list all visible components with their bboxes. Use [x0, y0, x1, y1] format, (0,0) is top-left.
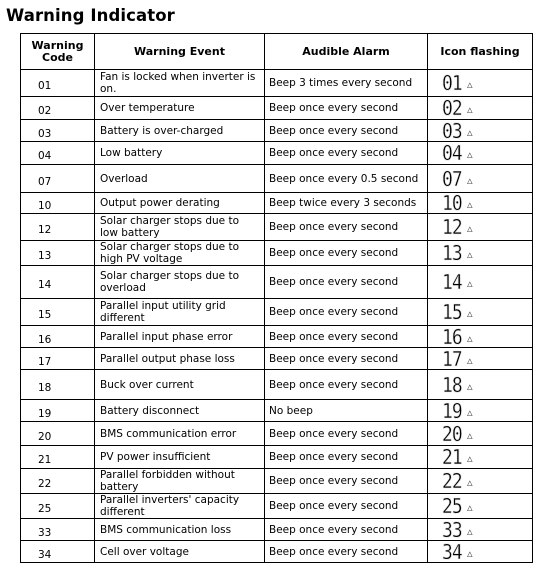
lcd-warning-code: 18: [442, 372, 462, 397]
warning-event: PV power insufficient: [95, 446, 265, 469]
icon-flashing-cell: [428, 446, 533, 469]
table-row: [21, 326, 533, 348]
warning-event: Over temperature: [95, 97, 265, 120]
warning-event: Parallel output phase loss: [95, 348, 265, 370]
icon-flashing-cell: [428, 519, 533, 541]
lcd-warning-code: 14: [442, 270, 462, 294]
audible-alarm: No beep: [265, 400, 428, 422]
icon-flashing-cell: [428, 120, 533, 142]
audible-alarm: Beep once every 0.5 second: [265, 165, 428, 193]
icon-flashing-cell: [428, 97, 533, 120]
lcd-warning-code: 03: [442, 118, 462, 143]
icon-flashing-cell: [428, 422, 533, 446]
lcd-warning-code: 13: [442, 241, 462, 265]
table-row: [21, 541, 533, 563]
lcd-warning-code: 17: [442, 346, 462, 371]
lcd-warning-code: 10: [442, 191, 462, 215]
warning-triangle-icon: △: [467, 408, 473, 417]
warning-triangle-icon: △: [467, 151, 473, 159]
warning-code: 17: [21, 348, 95, 370]
icon-flashing-cell: [428, 469, 533, 494]
icon-flashing-cell: [428, 299, 533, 326]
warning-code: 22: [21, 469, 95, 494]
icon-flashing-cell: [428, 400, 533, 422]
warning-triangle-icon: △: [467, 176, 473, 185]
audible-alarm: Beep once every second: [265, 241, 428, 266]
audible-alarm: Beep once every second: [265, 422, 428, 446]
lcd-warning-code: 01: [442, 71, 462, 95]
warning-code: 13: [21, 241, 95, 266]
icon-flashing-cell: [428, 241, 533, 266]
audible-alarm: Beep once every second: [265, 326, 428, 348]
warning-triangle-icon: △: [467, 251, 473, 259]
warning-code: 10: [21, 193, 95, 214]
icon-flashing-cell: [428, 266, 533, 299]
lcd-warning-code: 22: [442, 469, 462, 493]
audible-alarm: Beep once every second: [265, 446, 428, 469]
audible-alarm: Beep once every second: [265, 266, 428, 299]
audible-alarm: Beep once every second: [265, 541, 428, 563]
warning-event: Parallel inverters' capacity different: [95, 494, 265, 519]
lcd-warning-code: 20: [442, 421, 462, 446]
warning-code: 01: [21, 70, 95, 97]
warning-event: BMS communication loss: [95, 519, 265, 541]
warning-event: Fan is locked when inverter is on.: [95, 70, 265, 97]
audible-alarm: Beep once every second: [265, 97, 428, 120]
warning-triangle-icon: △: [467, 128, 473, 137]
warning-code: 02: [21, 97, 95, 120]
header-warning-code: Warning Code: [21, 34, 95, 70]
table-row: [21, 446, 533, 469]
warning-triangle-icon: △: [467, 334, 473, 343]
warning-code: 34: [21, 541, 95, 563]
warning-triangle-icon: △: [467, 455, 473, 463]
table-row: [21, 241, 533, 266]
audible-alarm: Beep once every second: [265, 519, 428, 541]
header-audible-alarm: Audible Alarm: [265, 34, 428, 70]
warning-event: BMS communication error: [95, 422, 265, 446]
warning-event: Buck over current: [95, 370, 265, 400]
header-icon-flashing: Icon flashing: [428, 34, 533, 70]
warning-event: Output power derating: [95, 193, 265, 214]
warning-code: 21: [21, 446, 95, 469]
warning-code: 33: [21, 519, 95, 541]
audible-alarm: Beep twice every 3 seconds: [265, 193, 428, 214]
icon-flashing-cell: [428, 193, 533, 214]
warning-event: Overload: [95, 165, 265, 193]
warning-code: 03: [21, 120, 95, 142]
icon-flashing-cell: [428, 214, 533, 241]
lcd-warning-code: 21: [442, 445, 462, 469]
warning-event: Battery disconnect: [95, 400, 265, 422]
lcd-warning-code: 04: [442, 141, 462, 165]
table-row: [21, 120, 533, 142]
icon-flashing-cell: [428, 165, 533, 193]
audible-alarm: Beep once every second: [265, 469, 428, 494]
table-header-row: [21, 34, 533, 70]
lcd-warning-code: 33: [442, 517, 462, 542]
icon-flashing-cell: [428, 370, 533, 400]
warning-table: [20, 33, 533, 563]
warning-code: 20: [21, 422, 95, 446]
warning-triangle-icon: △: [467, 504, 473, 512]
table-row: [21, 469, 533, 494]
warning-triangle-icon: △: [467, 280, 473, 288]
warning-triangle-icon: △: [467, 479, 473, 487]
icon-flashing-cell: [428, 326, 533, 348]
table-row: [21, 519, 533, 541]
icon-flashing-cell: [428, 541, 533, 563]
warning-triangle-icon: △: [467, 225, 473, 233]
table-row: [21, 165, 533, 193]
warning-triangle-icon: △: [467, 106, 473, 114]
lcd-warning-code: 34: [442, 539, 462, 564]
audible-alarm: Beep once every second: [265, 299, 428, 326]
table-row: [21, 214, 533, 241]
warning-code: 25: [21, 494, 95, 519]
table-row: [21, 422, 533, 446]
icon-flashing-cell: [428, 142, 533, 165]
warning-triangle-icon: △: [467, 549, 473, 558]
warning-code: 19: [21, 400, 95, 422]
warning-event: Low battery: [95, 142, 265, 165]
warning-event: Parallel input utility grid different: [95, 299, 265, 326]
warning-event: Battery is over-charged: [95, 120, 265, 142]
warning-code: 04: [21, 142, 95, 165]
lcd-warning-code: 16: [442, 324, 462, 349]
warning-code: 15: [21, 299, 95, 326]
lcd-warning-code: 02: [442, 96, 462, 120]
page-title: Warning Indicator: [6, 6, 175, 25]
warning-code: 07: [21, 165, 95, 193]
warning-triangle-icon: △: [467, 201, 473, 209]
warning-event: Solar charger stops due to low battery: [95, 214, 265, 241]
lcd-warning-code: 25: [442, 494, 462, 518]
warning-triangle-icon: △: [467, 310, 473, 318]
header-warning-event: Warning Event: [95, 34, 265, 70]
table-row: [21, 299, 533, 326]
table-row: [21, 370, 533, 400]
audible-alarm: Beep once every second: [265, 142, 428, 165]
warning-event: Cell over voltage: [95, 541, 265, 563]
audible-alarm: Beep once every second: [265, 120, 428, 142]
table-row: [21, 70, 533, 97]
lcd-warning-code: 07: [442, 166, 462, 191]
audible-alarm: Beep once every second: [265, 370, 428, 400]
warning-event: Solar charger stops due to overload: [95, 266, 265, 299]
warning-code: 14: [21, 266, 95, 299]
icon-flashing-cell: [428, 348, 533, 370]
warning-code: 18: [21, 370, 95, 400]
warning-event: Parallel forbidden without battery: [95, 469, 265, 494]
warning-event: Solar charger stops due to high PV voltage: [95, 241, 265, 266]
icon-flashing-cell: [428, 494, 533, 519]
table-row: [21, 142, 533, 165]
table-row: [21, 494, 533, 519]
warning-triangle-icon: △: [467, 431, 473, 440]
audible-alarm: Beep 3 times every second: [265, 70, 428, 97]
warning-code: 16: [21, 326, 95, 348]
audible-alarm: Beep once every second: [265, 494, 428, 519]
table-row: [21, 193, 533, 214]
audible-alarm: Beep once every second: [265, 348, 428, 370]
warning-event: Parallel input phase error: [95, 326, 265, 348]
table-row: [21, 348, 533, 370]
warning-triangle-icon: △: [467, 382, 473, 391]
audible-alarm: Beep once every second: [265, 214, 428, 241]
lcd-warning-code: 12: [442, 215, 462, 239]
table-body: [21, 70, 533, 563]
warning-triangle-icon: △: [467, 527, 473, 536]
table-row: [21, 97, 533, 120]
table-row: [21, 266, 533, 299]
warning-triangle-icon: △: [467, 81, 473, 89]
lcd-warning-code: 15: [442, 300, 462, 324]
lcd-warning-code: 19: [442, 398, 462, 423]
table-row: [21, 400, 533, 422]
warning-triangle-icon: △: [467, 356, 473, 365]
warning-code: 12: [21, 214, 95, 241]
icon-flashing-cell: [428, 70, 533, 97]
